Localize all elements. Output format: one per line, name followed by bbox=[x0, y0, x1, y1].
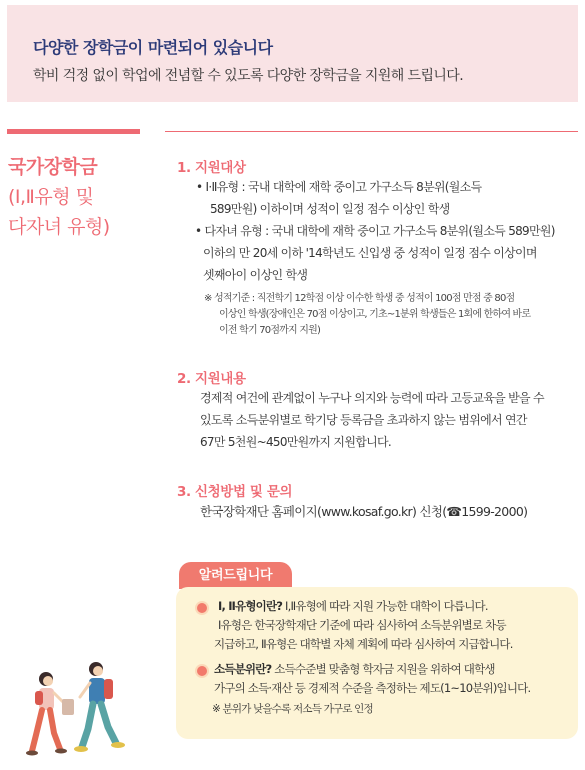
side-title-main: 국가장학금 bbox=[8, 156, 98, 178]
section3-heading: 3. 신청방법 및 문의 bbox=[177, 484, 293, 500]
section2-line-3: 67만 5천원~450만원까지 지원합니다. bbox=[200, 435, 392, 449]
section2-line-1: 경제적 여건에 관계없이 누구나 의지와 능력에 따라 고등교육을 받을 수 bbox=[200, 391, 544, 405]
student-right-figure bbox=[74, 662, 125, 752]
notice-item1-text: Ⅰ,Ⅱ유형에 따라 지원 가능한 대학이 다릅니다. bbox=[282, 599, 488, 613]
notice-item1-line3: 지급하고, Ⅱ유형은 대학별 자체 계획에 따라 심사하여 지급합니다. bbox=[214, 637, 513, 651]
walking-students-illustration bbox=[10, 655, 140, 765]
header-banner bbox=[7, 5, 578, 102]
notice-item2-note: ※ 분위가 낮을수록 저소득 가구로 인정 bbox=[212, 703, 373, 715]
notice-item2-line2: 가구의 소득·재산 등 경제적 수준을 측정하는 제도(1~10분위)입니다. bbox=[214, 681, 531, 695]
banner-title: 다양한 장학금이 마련되어 있습니다 bbox=[33, 38, 273, 57]
section1-note-1: ※ 성적기준 : 직전학기 12학점 이상 이수한 학생 중 성적이 100점 만점 중 80점 bbox=[204, 293, 515, 304]
side-title bbox=[8, 152, 158, 242]
notice-bullet-1-icon bbox=[195, 601, 209, 615]
notice-item1-term: Ⅰ, Ⅱ유형이란? bbox=[218, 599, 283, 613]
side-title-sub2: 다자녀 유형) bbox=[8, 216, 110, 238]
section-rule-left bbox=[7, 129, 140, 134]
section1-line-5: 셋째아이 이상인 학생 bbox=[203, 268, 308, 282]
notice-bullet-2-icon bbox=[195, 664, 209, 678]
notice-tab: 알려드립니다 bbox=[179, 562, 292, 589]
section3-contact: 한국장학재단 홈페이지(www.kosaf.go.kr) 신청(☎1599-2000) bbox=[200, 504, 528, 519]
notice-item1-line1 bbox=[218, 598, 488, 615]
section-rule-right bbox=[165, 131, 578, 132]
side-title-sub1: (Ⅰ,Ⅱ유형 및 bbox=[8, 186, 94, 208]
student-left-figure bbox=[26, 672, 74, 756]
section1-line-4: 이하의 만 20세 이하 '14학년도 신입생 중 성적이 일정 점수 이상이며 bbox=[203, 246, 537, 260]
section1-line-2: 589만원) 이하이며 성적이 일정 점수 이상인 학생 bbox=[210, 202, 450, 216]
section1-note-3: 이전 학기 70점까지 지원) bbox=[219, 325, 321, 336]
section1-line-1: • Ⅰ·Ⅱ유형 : 국내 대학에 재학 중이고 가구소득 8분위(월소득 bbox=[196, 180, 482, 194]
section1-note-2: 이상인 학생(장애인은 70점 이상이고, 기초~1분위 학생들은 1회에 한하여 바로 bbox=[219, 309, 531, 320]
section1-heading: 1. 지원대상 bbox=[177, 160, 246, 176]
section2-line-2: 있도록 소득분위별로 학기당 등록금을 초과하지 않는 범위에서 연간 bbox=[200, 413, 527, 427]
banner-subtitle: 학비 걱정 없이 학업에 전념할 수 있도록 다양한 장학금을 지원해 드립니다. bbox=[33, 68, 464, 84]
notice-item2-text: 소득수준별 맞춤형 학자금 지원을 위하여 대학생 bbox=[271, 662, 495, 676]
notice-item1-line2: Ⅰ유형은 한국장학재단 기준에 따라 심사하여 소득분위별로 차등 bbox=[218, 618, 506, 632]
section2-heading: 2. 지원내용 bbox=[177, 371, 246, 387]
notice-item2-term: 소득분위란? bbox=[214, 662, 272, 676]
notice-item2-line1 bbox=[214, 661, 495, 678]
section1-line-3: • 다자녀 유형 : 국내 대학에 재학 중이고 가구소득 8분위(월소득 589만원) bbox=[195, 224, 555, 238]
